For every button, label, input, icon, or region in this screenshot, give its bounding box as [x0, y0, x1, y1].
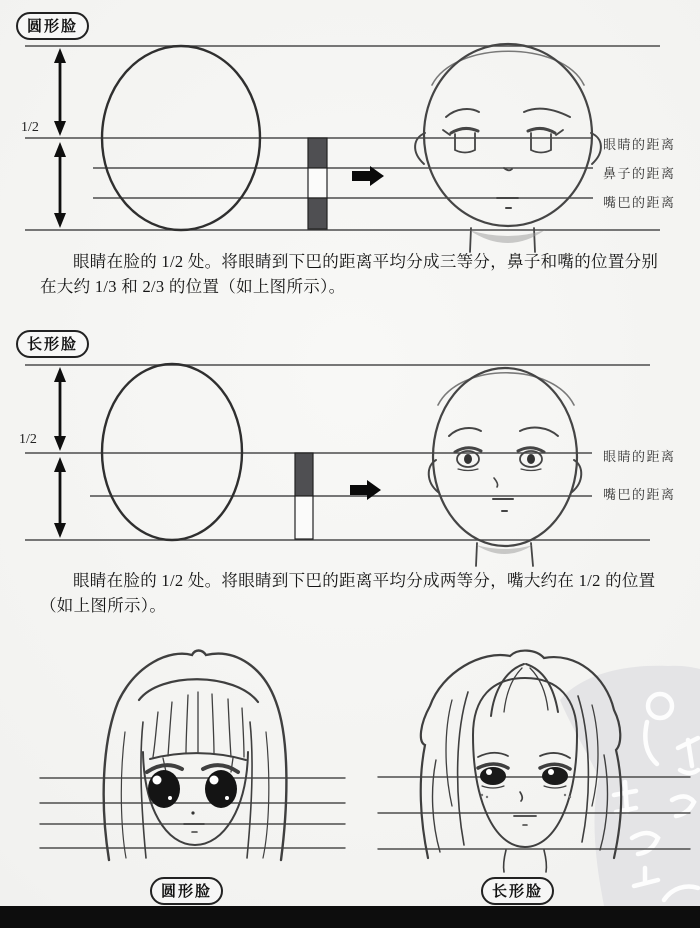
- round-face-caption: 眼睛在脸的 1/2 处。将眼睛到下巴的距离平均分成三等分，鼻子和嘴的位置分别在大约 1/3 和 2/3 的位置（如上图所示）。: [40, 252, 659, 296]
- proportion-bar: [308, 138, 327, 229]
- head-construction-oval: [102, 364, 242, 540]
- proportion-bar: [295, 453, 313, 539]
- round-face-diagram: [25, 44, 660, 252]
- long-face-sketch: [429, 368, 582, 566]
- round-face-sketch: [415, 44, 601, 252]
- section-tag-round: 圆形脸: [16, 12, 89, 40]
- long-face-caption: 眼睛在脸的 1/2 处。将眼睛到下巴的距离平均分成两等分，嘴大约在 1/2 的位置（如上图所示）。: [40, 571, 656, 615]
- nose-distance-label: 鼻子的距离: [603, 166, 676, 181]
- example-tag-long: 长形脸: [481, 877, 554, 905]
- half-ratio-label: 1/2: [19, 432, 37, 447]
- round-face-example-sketch: [40, 651, 345, 861]
- watermark-stamp: [560, 666, 700, 906]
- right-arrow-icon: [350, 480, 381, 500]
- long-face-diagram: [25, 364, 650, 566]
- guide-lines: [25, 365, 650, 540]
- mouth-distance-label: 嘴巴的距离: [603, 487, 676, 502]
- section-tag-long: 长形脸: [16, 330, 89, 358]
- mouth-distance-label: 嘴巴的距离: [603, 195, 676, 210]
- right-arrow-icon: [352, 166, 384, 186]
- eye-distance-label: 眼睛的距离: [603, 449, 676, 464]
- page-footer-bar: [0, 906, 700, 928]
- half-ratio-label: 1/2: [21, 120, 39, 135]
- eye-distance-label: 眼睛的距离: [603, 137, 676, 152]
- example-tag-round: 圆形脸: [150, 877, 223, 905]
